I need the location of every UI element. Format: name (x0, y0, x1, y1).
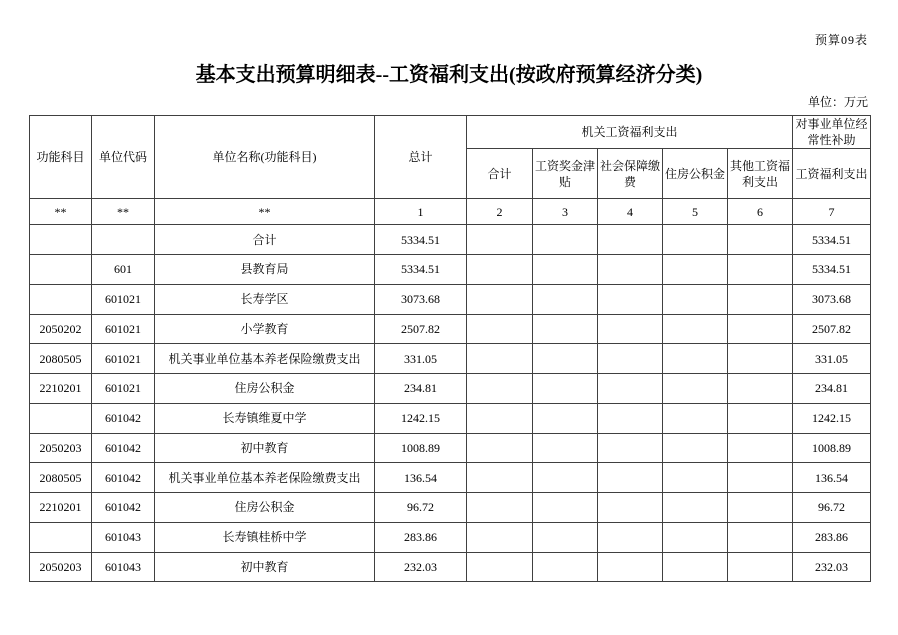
table-cell (598, 552, 663, 582)
table-cell (598, 403, 663, 433)
table-cell (663, 552, 728, 582)
col-header-salary-bonus-allowance: 工资奖金津贴 (533, 149, 598, 199)
table-row (30, 493, 871, 523)
table-cell (663, 433, 728, 463)
table-cell (728, 403, 793, 433)
table-cell (728, 344, 793, 374)
table-cell: 5334.51 (375, 225, 467, 255)
table-cell (663, 314, 728, 344)
table-cell (598, 344, 663, 374)
table-cell: 长寿镇桂桥中学 (155, 522, 375, 552)
table-cell: 住房公积金 (155, 374, 375, 404)
table-row (30, 225, 871, 255)
table-cell: 2210201 (30, 493, 92, 523)
table-cell (467, 255, 533, 285)
table-cell: 331.05 (375, 344, 467, 374)
table-cell (598, 522, 663, 552)
index-cell: ** (30, 199, 92, 225)
table-cell (533, 225, 598, 255)
page-title: 基本支出预算明细表--工资福利支出(按政府预算经济分类) (195, 64, 703, 86)
table-cell (663, 463, 728, 493)
table-cell: 601021 (92, 314, 155, 344)
index-row (30, 199, 871, 225)
table-cell (728, 463, 793, 493)
table-row (30, 374, 871, 404)
table-cell: 机关事业单位基本养老保险缴费支出 (155, 463, 375, 493)
table-cell (663, 255, 728, 285)
col-header-grand-total: 总计 (375, 116, 467, 199)
table-cell: 96.72 (793, 493, 871, 523)
col-header-unit-code: 单位代码 (92, 116, 155, 199)
table-cell: 232.03 (375, 552, 467, 582)
table-cell (598, 433, 663, 463)
table-cell: 283.86 (375, 522, 467, 552)
table-cell (663, 522, 728, 552)
table-cell: 96.72 (375, 493, 467, 523)
table-cell (30, 255, 92, 285)
table-cell (467, 433, 533, 463)
table-cell: 1242.15 (375, 403, 467, 433)
table-cell (30, 403, 92, 433)
table-cell: 1008.89 (375, 433, 467, 463)
table-cell: 小学教育 (155, 314, 375, 344)
table-cell (598, 314, 663, 344)
table-cell: 601021 (92, 344, 155, 374)
index-cell: ** (92, 199, 155, 225)
table-cell (467, 493, 533, 523)
table-cell: 2507.82 (793, 314, 871, 344)
table-cell (467, 314, 533, 344)
doc-number-label: 预算09表 (814, 33, 868, 47)
table-cell (533, 344, 598, 374)
table-cell: 331.05 (793, 344, 871, 374)
table-cell (728, 284, 793, 314)
table-cell: 长寿学区 (155, 284, 375, 314)
table-cell: 601042 (92, 403, 155, 433)
table-cell: 3073.68 (375, 284, 467, 314)
table-cell: 5334.51 (793, 225, 871, 255)
table-cell: 136.54 (793, 463, 871, 493)
table-cell: 2210201 (30, 374, 92, 404)
table-cell (467, 552, 533, 582)
table-cell (533, 552, 598, 582)
table-cell: 合计 (155, 225, 375, 255)
index-cell: ** (155, 199, 375, 225)
table-row (30, 314, 871, 344)
index-cell: 7 (793, 199, 871, 225)
table-cell (598, 255, 663, 285)
col-header-other-salary-welfare: 其他工资福利支出 (728, 149, 793, 199)
table-cell (92, 225, 155, 255)
table-cell: 2050202 (30, 314, 92, 344)
table-cell (533, 403, 598, 433)
table-cell: 232.03 (793, 552, 871, 582)
table-row (30, 522, 871, 552)
table-cell (728, 552, 793, 582)
table-cell: 601021 (92, 284, 155, 314)
table-cell (728, 374, 793, 404)
table-cell (728, 314, 793, 344)
table-cell: 601042 (92, 463, 155, 493)
budget-table (29, 115, 871, 582)
table-cell: 601042 (92, 433, 155, 463)
table-cell: 601021 (92, 374, 155, 404)
index-cell: 1 (375, 199, 467, 225)
table-cell (467, 284, 533, 314)
table-cell (598, 493, 663, 523)
table-body (30, 225, 871, 582)
table-cell (533, 255, 598, 285)
table-cell (533, 433, 598, 463)
table-cell: 601 (92, 255, 155, 285)
table-row (30, 463, 871, 493)
table-header (30, 116, 871, 225)
table-cell (30, 225, 92, 255)
table-cell (663, 284, 728, 314)
table-cell (598, 284, 663, 314)
table-cell: 县教育局 (155, 255, 375, 285)
index-cell: 2 (467, 199, 533, 225)
table-cell (728, 522, 793, 552)
unit-label: 单位：万元 (807, 95, 868, 109)
table-cell (533, 284, 598, 314)
table-cell: 机关事业单位基本养老保险缴费支出 (155, 344, 375, 374)
table-cell: 283.86 (793, 522, 871, 552)
col-header-housing-fund: 住房公积金 (663, 149, 728, 199)
table-cell (467, 403, 533, 433)
table-cell: 2080505 (30, 344, 92, 374)
table-cell (598, 225, 663, 255)
table-row (30, 403, 871, 433)
table-cell (728, 493, 793, 523)
table-row (30, 344, 871, 374)
table-row (30, 284, 871, 314)
col-header-social-security: 社会保障缴费 (598, 149, 663, 199)
table-cell (728, 433, 793, 463)
table-cell: 1008.89 (793, 433, 871, 463)
col-group-institution-subsidy: 对事业单位经常性补助 (793, 116, 871, 149)
table-cell: 5334.51 (375, 255, 467, 285)
index-cell: 4 (598, 199, 663, 225)
table-cell: 601043 (92, 552, 155, 582)
table-cell: 2050203 (30, 433, 92, 463)
table-cell (467, 522, 533, 552)
table-cell (663, 374, 728, 404)
table-cell (533, 522, 598, 552)
table-cell (728, 255, 793, 285)
table-cell (30, 522, 92, 552)
header-row-groups (30, 116, 871, 149)
table-cell: 初中教育 (155, 552, 375, 582)
table-cell (663, 344, 728, 374)
table-row (30, 433, 871, 463)
index-cell: 5 (663, 199, 728, 225)
table-cell: 住房公积金 (155, 493, 375, 523)
table-cell (663, 225, 728, 255)
table-cell (533, 374, 598, 404)
table-cell: 136.54 (375, 463, 467, 493)
table-row (30, 552, 871, 582)
table-cell: 5334.51 (793, 255, 871, 285)
table-cell (533, 314, 598, 344)
table-cell: 3073.68 (793, 284, 871, 314)
table-cell: 234.81 (375, 374, 467, 404)
table-cell (663, 403, 728, 433)
table-cell (598, 374, 663, 404)
table-cell (467, 374, 533, 404)
table-cell (663, 493, 728, 523)
table-cell (30, 284, 92, 314)
table-cell (467, 344, 533, 374)
table-cell: 2507.82 (375, 314, 467, 344)
table-cell: 601043 (92, 522, 155, 552)
table-row (30, 255, 871, 285)
table-cell (728, 225, 793, 255)
col-header-function-code: 功能科目 (30, 116, 92, 199)
table-cell (467, 463, 533, 493)
table-cell: 2080505 (30, 463, 92, 493)
table-cell (533, 463, 598, 493)
table-cell: 601042 (92, 493, 155, 523)
col-header-salary-welfare-expense: 工资福利支出 (793, 149, 871, 199)
table-cell (598, 463, 663, 493)
index-cell: 3 (533, 199, 598, 225)
col-group-org-salary-welfare: 机关工资福利支出 (467, 116, 793, 149)
col-header-subtotal: 合计 (467, 149, 533, 199)
table-cell: 234.81 (793, 374, 871, 404)
table-cell: 长寿镇维夏中学 (155, 403, 375, 433)
col-header-unit-name: 单位名称(功能科目) (155, 116, 375, 199)
table-cell (533, 493, 598, 523)
table-cell: 2050203 (30, 552, 92, 582)
index-cell: 6 (728, 199, 793, 225)
table-cell (467, 225, 533, 255)
table-cell: 初中教育 (155, 433, 375, 463)
table-cell: 1242.15 (793, 403, 871, 433)
